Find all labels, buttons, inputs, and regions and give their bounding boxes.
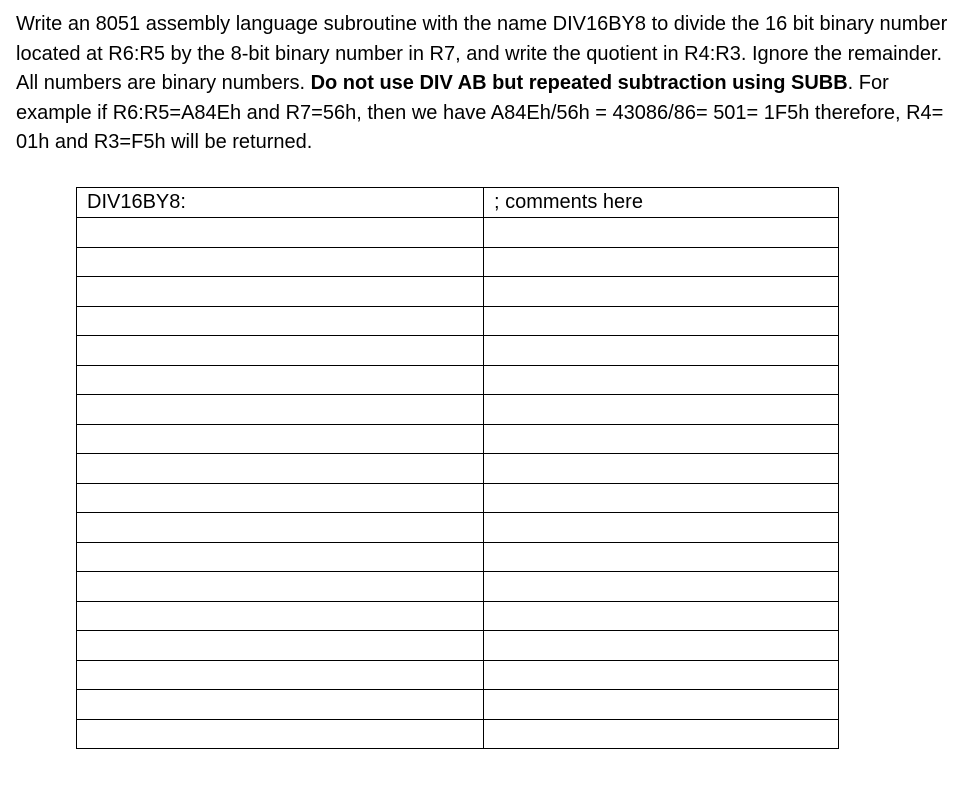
comment-cell[interactable] xyxy=(484,424,839,454)
table-row xyxy=(77,719,839,749)
comment-cell[interactable] xyxy=(484,631,839,661)
code-cell[interactable] xyxy=(77,424,484,454)
question-bold-instruction: Do not use DIV AB but repeated subtraction using SUBB xyxy=(310,72,848,94)
table-row xyxy=(77,218,839,248)
comment-header-cell[interactable]: ; comments here xyxy=(484,188,839,218)
comment-cell[interactable] xyxy=(484,247,839,277)
comment-cell[interactable] xyxy=(484,601,839,631)
comment-cell[interactable] xyxy=(484,454,839,484)
code-cell[interactable] xyxy=(77,306,484,336)
code-cell[interactable] xyxy=(77,572,484,602)
table-row xyxy=(77,336,839,366)
table-row xyxy=(77,306,839,336)
code-cell[interactable] xyxy=(77,719,484,749)
table-row xyxy=(77,690,839,720)
table-row xyxy=(77,660,839,690)
subroutine-label-cell[interactable]: DIV16BY8: xyxy=(77,188,484,218)
table-row xyxy=(77,247,839,277)
code-cell[interactable] xyxy=(77,247,484,277)
comment-cell[interactable] xyxy=(484,306,839,336)
code-cell[interactable] xyxy=(77,690,484,720)
code-cell[interactable] xyxy=(77,483,484,513)
code-cell[interactable] xyxy=(77,601,484,631)
question-part-1: Write an 8051 assembly language subroutine with the name DIV16BY8 to divide the 16 bit binary number located at R6:R5 by the 8-bit binary number in R7, and write the quotient in R4:R3. Ignore the remainder. All numbers are binary numbers. xyxy=(16,13,948,94)
code-cell[interactable] xyxy=(77,218,484,248)
comment-cell[interactable] xyxy=(484,719,839,749)
code-cell[interactable] xyxy=(77,542,484,572)
comment-cell[interactable] xyxy=(484,542,839,572)
table-row xyxy=(77,513,839,543)
table-row xyxy=(77,424,839,454)
table-row xyxy=(77,365,839,395)
comment-cell[interactable] xyxy=(484,395,839,425)
table-row xyxy=(77,542,839,572)
table-row xyxy=(77,277,839,307)
table-row xyxy=(77,572,839,602)
code-cell[interactable] xyxy=(77,454,484,484)
comment-cell[interactable] xyxy=(484,483,839,513)
code-cell[interactable] xyxy=(77,660,484,690)
table-header-row xyxy=(77,188,839,218)
comment-cell[interactable] xyxy=(484,336,839,366)
code-cell[interactable] xyxy=(77,277,484,307)
table-row xyxy=(77,601,839,631)
comment-cell[interactable] xyxy=(484,277,839,307)
code-cell[interactable] xyxy=(77,631,484,661)
comment-cell[interactable] xyxy=(484,572,839,602)
table-row xyxy=(77,395,839,425)
comment-cell[interactable] xyxy=(484,513,839,543)
table-row xyxy=(77,631,839,661)
comment-cell[interactable] xyxy=(484,660,839,690)
table-row xyxy=(77,454,839,484)
comment-cell[interactable] xyxy=(484,690,839,720)
answer-table xyxy=(76,187,839,749)
question-part-2: . For example if R6:R5=A84Eh and R7=56h, then we have A84Eh/56h = 43086/86= 501= 1F5h therefore, R4= 01h and R3=F5h will be returned. xyxy=(16,72,944,153)
code-cell[interactable] xyxy=(77,365,484,395)
code-cell[interactable] xyxy=(77,395,484,425)
code-cell[interactable] xyxy=(77,336,484,366)
comment-cell[interactable] xyxy=(484,218,839,248)
table-row xyxy=(77,483,839,513)
question-text xyxy=(16,10,956,158)
code-cell[interactable] xyxy=(77,513,484,543)
comment-cell[interactable] xyxy=(484,365,839,395)
